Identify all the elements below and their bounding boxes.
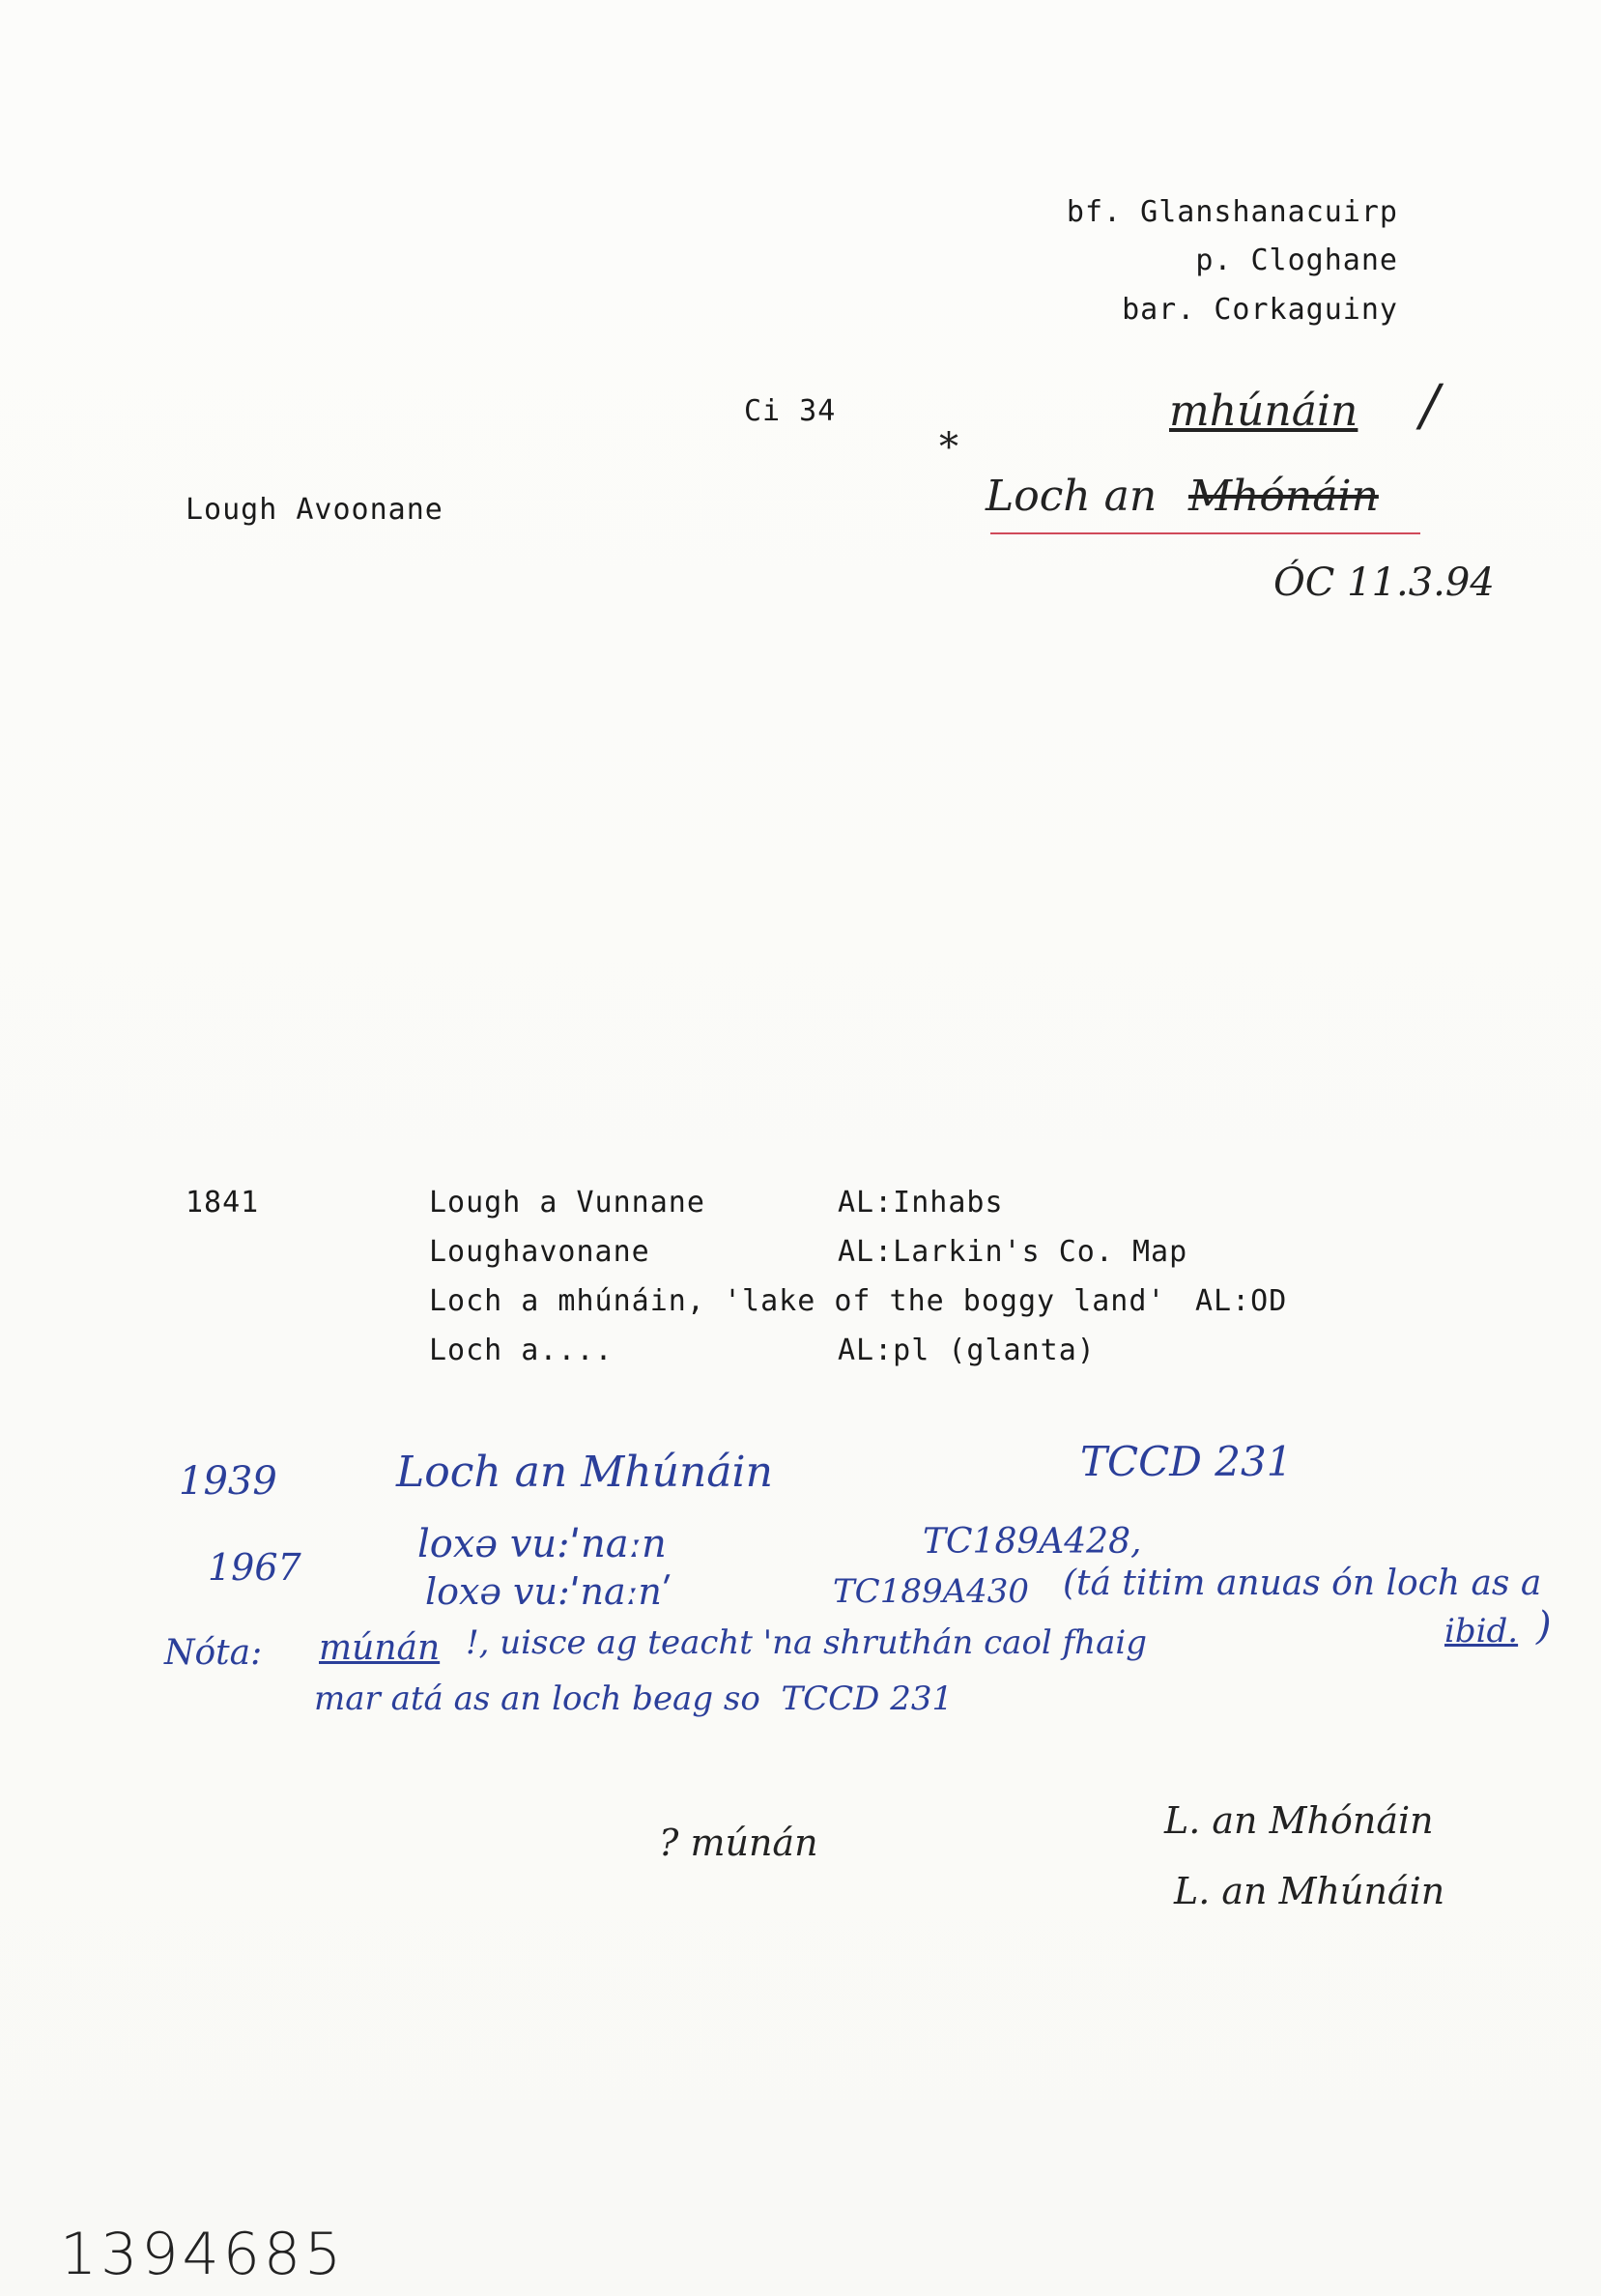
handwritten-loch: Loch an: [986, 472, 1158, 521]
hw-ref-2: TC189A430: [833, 1572, 1030, 1611]
variant-form-1: L. an Mhónáin: [1164, 1799, 1434, 1842]
struck-form: Mhónáin: [1188, 472, 1379, 521]
nota-text-2: mar atá as an loch beag so TCCD 231: [314, 1679, 954, 1718]
entry-form: Loughavonane: [429, 1235, 650, 1269]
hw-form-1967: loxə vu:ˈnaːn: [417, 1522, 667, 1566]
townland-line: bf. Glanshanacuirp: [1066, 195, 1398, 229]
asterisk-mark: *: [939, 425, 958, 470]
placename-title: Lough Avoonane: [186, 493, 443, 527]
barony-line: bar. Corkaguiny: [1122, 293, 1398, 327]
nota-word: múnán: [319, 1628, 441, 1668]
correction-handwriting: mhúnáin: [1169, 387, 1358, 436]
hw-year-1967: 1967: [208, 1546, 301, 1589]
parish-line: p. Cloghane: [1195, 244, 1398, 277]
hw-year-1939: 1939: [179, 1459, 277, 1504]
entry-form: Loch a....: [429, 1334, 614, 1367]
archive-number: 1394685: [60, 2221, 346, 2288]
entry-form: Lough a Vunnane: [429, 1186, 705, 1220]
nota-label: Nóta:: [164, 1633, 263, 1673]
query-form: ? múnán: [659, 1822, 818, 1864]
hw-ref-1967: TC189A428,: [923, 1522, 1142, 1562]
entry-form: Loch a mhúnáin, 'lake of the boggy land': [429, 1284, 1166, 1318]
variant-form-2: L. an Mhúnáin: [1174, 1870, 1445, 1912]
entry-source: AL:Larkin's Co. Map: [838, 1235, 1188, 1269]
entry-source: AL:Inhabs: [838, 1186, 1004, 1220]
red-underline: [990, 532, 1420, 534]
initials-date: ÓC 11.3.94: [1273, 560, 1495, 605]
nota-ibid: ibid.: [1444, 1612, 1519, 1650]
correction-slash: /: [1420, 372, 1440, 438]
reference-code: Ci 34: [744, 394, 837, 428]
entry-source: AL:pl (glanta): [838, 1334, 1096, 1367]
nota-text-1: !, uisce ag teacht 'na shruthán caol fhaig: [466, 1623, 1147, 1662]
hw-form-1939: Loch an Mhúnáin: [396, 1448, 773, 1497]
entry-year: 1841: [186, 1186, 260, 1220]
entry-source: AL:OD: [1195, 1284, 1288, 1318]
hw-form-2: loxə vu:ˈnaːnʹ: [425, 1570, 672, 1613]
nota-close: ): [1536, 1604, 1552, 1649]
hw-ref-1939: TCCD 231: [1080, 1438, 1293, 1485]
hw-note: (tá titim anuas ón loch as a: [1063, 1564, 1542, 1603]
